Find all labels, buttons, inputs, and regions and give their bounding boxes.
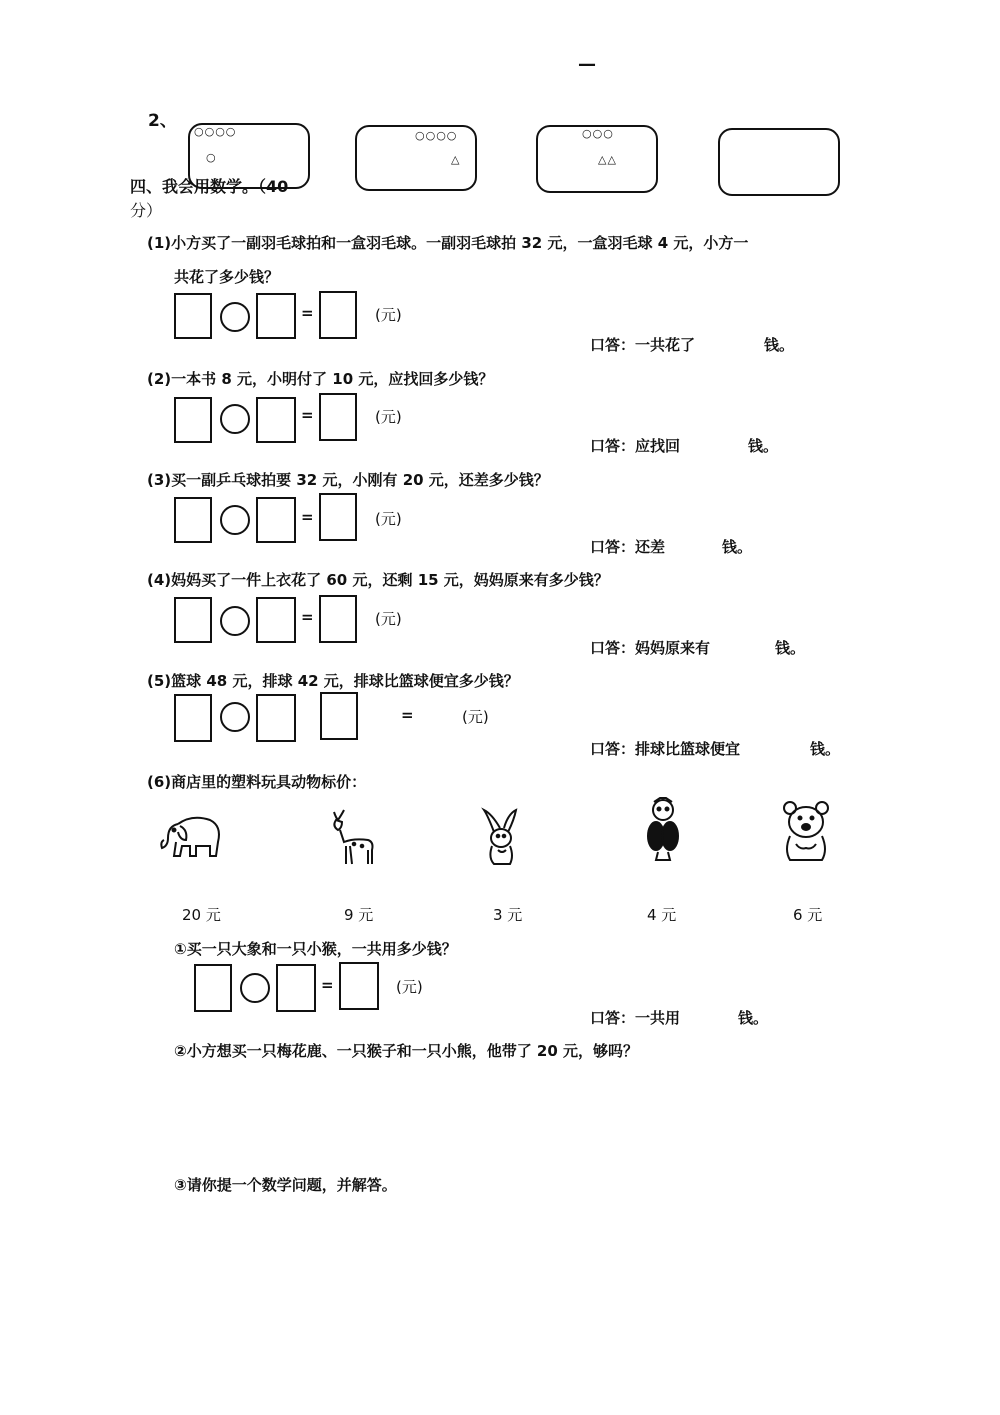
unit-label: (元) [375,408,402,426]
oral-answer-suffix: 钱。 [810,740,841,758]
equals-sign: = [301,508,314,526]
oral-answer-prefix: 口答：排球比篮球便宜 [590,740,741,758]
equals-sign: = [321,976,334,994]
rabbit-icon [474,806,530,868]
sub-question-2: ②小方想买一只梅花鹿、一只猴子和一只小熊，他带了 20 元，够吗？ [174,1042,639,1060]
problem-1-question: (1)小方买了一副羽毛球拍和一盒羽毛球。一副羽毛球拍 32 元，一盒羽毛球 4 元，小方一 [147,234,749,252]
problem-5-question: (5)篮球 48 元，排球 42 元，排球比篮球便宜多少钱？ [147,672,519,690]
answer-box-1[interactable] [194,964,232,1012]
operator-circle[interactable] [220,404,250,434]
oral-answer-suffix: 钱。 [775,639,806,657]
answer-box-2[interactable] [256,597,296,643]
price-rabbit: 3 元 [493,906,523,924]
dot-box-2 [355,125,477,191]
section-2-label: 2、 [148,111,177,131]
circle-group: ○○○○ [415,129,458,142]
oral-answer-prefix: 口答：一共用 [590,1009,681,1027]
answer-box-1[interactable] [174,397,212,443]
equals-sign: = [401,706,414,724]
price-elephant: 20 元 [182,906,221,924]
oral-answer-suffix: 钱。 [764,336,795,354]
answer-box-3[interactable] [320,692,358,740]
price-bear: 6 元 [793,906,823,924]
price-deer: 9 元 [344,906,374,924]
oral-answer-prefix: 口答：一共花了 [590,336,696,354]
section-4-title-cont: 分） [130,201,163,220]
answer-box-result[interactable] [319,291,357,339]
answer-box-2[interactable] [256,694,296,742]
monkey-icon [638,796,688,864]
oral-answer-suffix: 钱。 [738,1009,769,1027]
oral-answer-prefix: 口答：还差 [590,538,666,556]
equals-sign: = [301,406,314,424]
deer-icon [324,806,380,868]
problem-2-question: (2)一本书 8 元，小明付了 10 元，应找回多少钱？ [147,370,494,388]
answer-box-1[interactable] [174,597,212,643]
sub-question-3: ③请你提一个数学问题，并解答。 [174,1176,397,1194]
dot-box-4-empty[interactable] [718,128,840,196]
answer-box-2[interactable] [256,293,296,339]
operator-circle[interactable] [220,302,250,332]
operator-circle[interactable] [240,973,270,1003]
triangle-group: △ [451,153,461,166]
unit-label: (元) [396,978,423,996]
operator-circle[interactable] [220,606,250,636]
oral-answer-suffix: 钱。 [748,437,779,455]
unit-label: (元) [375,510,402,528]
answer-box-result[interactable] [319,393,357,441]
answer-box-result[interactable] [339,962,379,1010]
answer-box-1[interactable] [174,694,212,742]
answer-box-result[interactable] [319,493,357,541]
oral-answer-prefix: 口答：应找回 [590,437,681,455]
problem-4-question: (4)妈妈买了一件上衣花了 60 元，还剩 15 元，妈妈原来有多少钱？ [147,571,609,589]
unit-label: (元) [462,708,489,726]
section-4-title: 四、我会用数学。（40 [130,177,289,196]
circle-group: ○○○ [582,127,614,140]
problem-3-question: (3)买一副乒乓球拍要 32 元，小刚有 20 元，还差多少钱？ [147,471,549,489]
triangle-group: △△ [598,153,617,166]
answer-box-2[interactable] [256,497,296,543]
problem-1-question-cont: 共花了多少钱？ [174,268,280,286]
unit-label: (元) [375,610,402,628]
elephant-icon [158,812,226,862]
circle-group: ○○○○ [194,125,237,138]
bear-icon [778,798,834,864]
answer-box-2[interactable] [276,964,316,1012]
equals-sign: = [301,304,314,322]
sub-question-1: ①买一只大象和一只小猴，一共用多少钱？ [174,940,457,958]
operator-circle[interactable] [220,702,250,732]
price-monkey: 4 元 [647,906,677,924]
answer-box-1[interactable] [174,293,212,339]
operator-circle[interactable] [220,505,250,535]
oral-answer-suffix: 钱。 [722,538,753,556]
dot-box-3 [536,125,658,193]
problem-6-title: (6)商店里的塑料玩具动物标价： [147,773,367,791]
equals-sign: = [301,608,314,626]
unit-label: (元) [375,306,402,324]
oral-answer-prefix: 口答：妈妈原来有 [590,639,711,657]
answer-box-1[interactable] [174,497,212,543]
answer-box-2[interactable] [256,397,296,443]
answer-box-result[interactable] [319,595,357,643]
page-mark: — [578,54,596,75]
circle-single: ○ [206,151,217,164]
